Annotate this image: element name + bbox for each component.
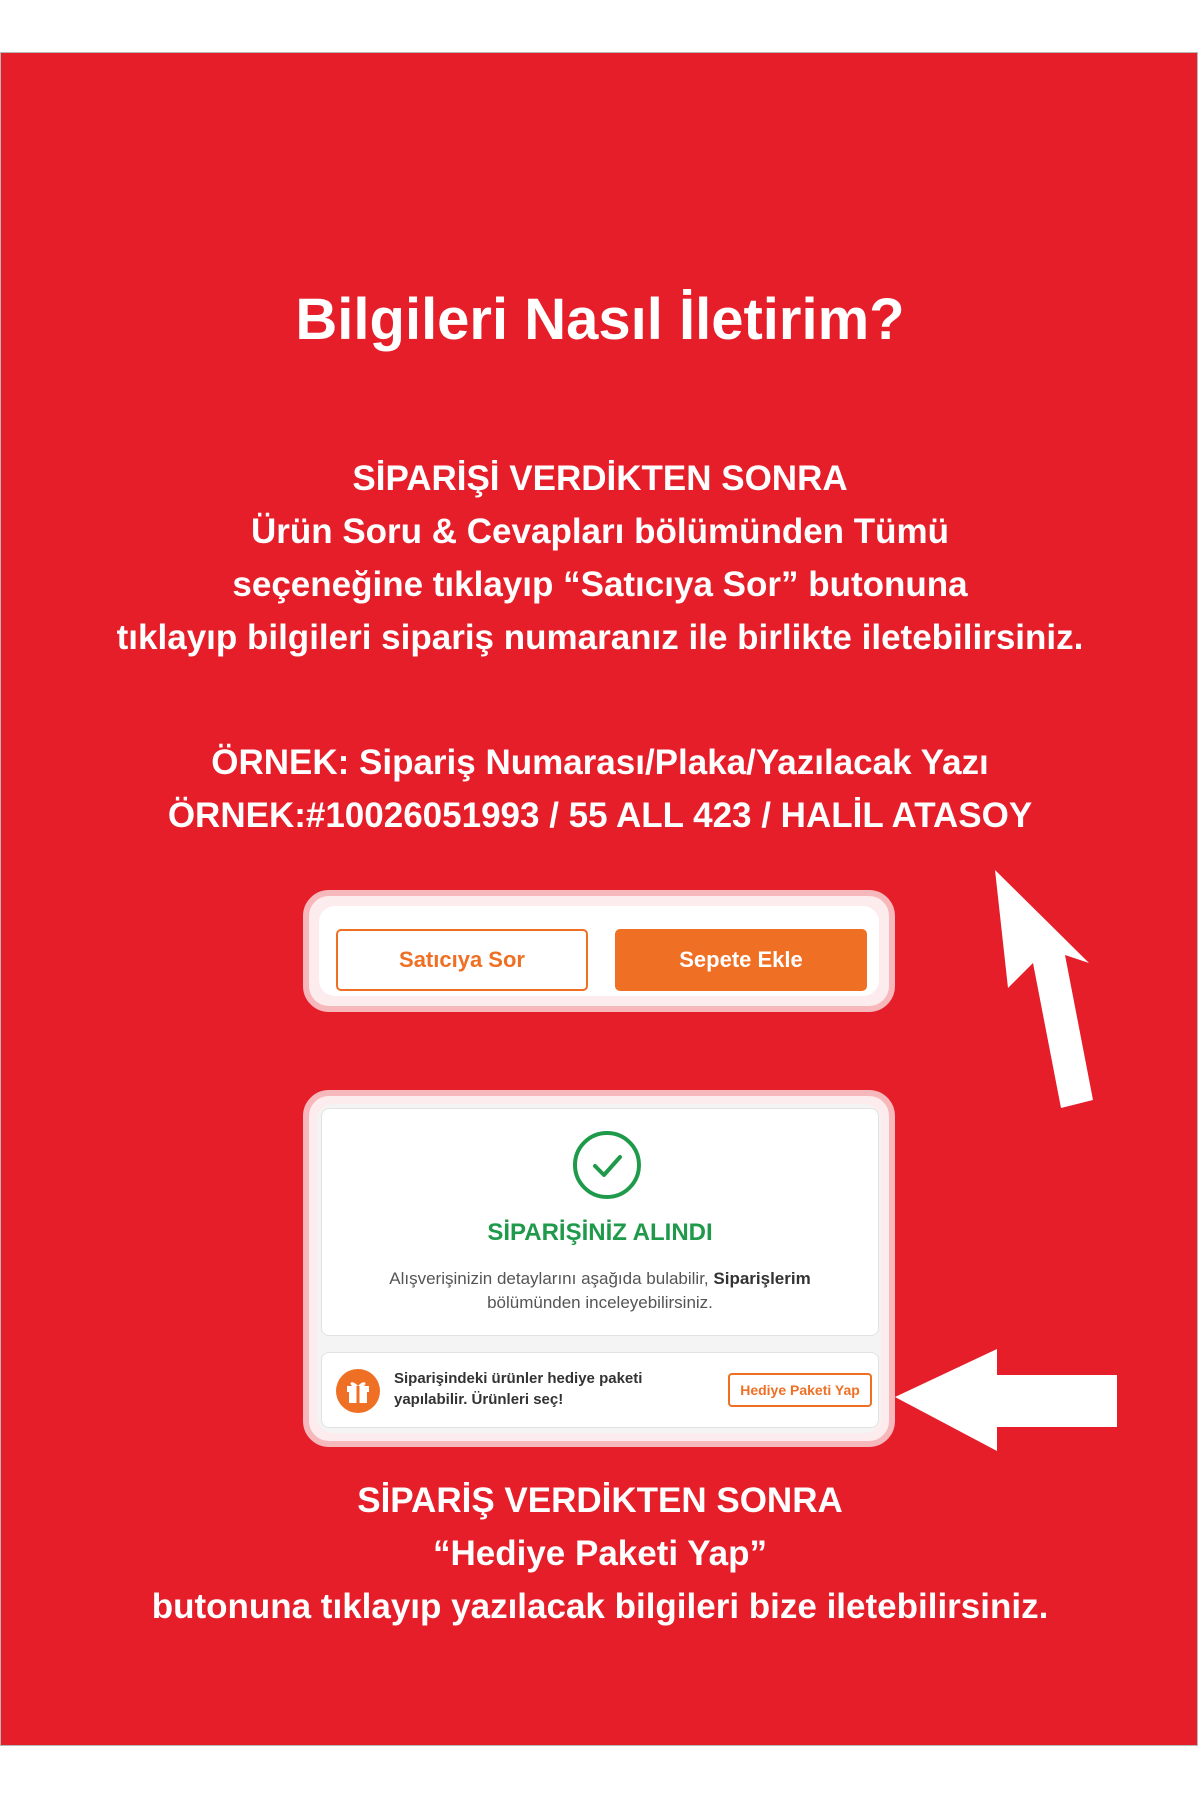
- order-success-desc-text: Alışverişinizin detaylarını aşağıda bulabilir,: [389, 1269, 714, 1288]
- gift-wrap-text-line: yapılabilir. Ürünleri seç!: [394, 1391, 564, 1408]
- ask-seller-button[interactable]: Satıcıya Sor: [336, 929, 588, 991]
- product-actions-card: [303, 890, 895, 1012]
- order-confirmation-panel: [317, 1104, 881, 1433]
- example-value-line: ÖRNEK:#10026051993 / 55 ALL 423 / HALİL ATASOY: [167, 796, 1033, 835]
- footer-instruction-line: SİPARİŞ VERDİKTEN SONRA: [357, 1481, 843, 1520]
- arrow-up-icon: [985, 860, 1095, 1110]
- footer-instructions-block: [0, 1474, 1200, 1633]
- order-success-title: SİPARİŞİNİZ ALINDI: [487, 1219, 713, 1246]
- footer-instruction-line: butonuna tıklayıp yazılacak bilgileri bize iletebilirsiniz.: [151, 1587, 1049, 1626]
- gift-icon: [336, 1369, 380, 1413]
- order-success-description: [322, 1267, 878, 1315]
- instructions-block: [0, 452, 1200, 664]
- instruction-line: seçeneğine tıklayıp “Satıcıya Sor” butonuna: [232, 565, 968, 604]
- check-circle-icon: [571, 1129, 643, 1201]
- order-success-panel: [321, 1108, 879, 1336]
- instruction-line: SİPARİŞİ VERDİKTEN SONRA: [352, 459, 848, 498]
- add-to-cart-button[interactable]: Sepete Ekle: [615, 929, 867, 991]
- my-orders-link[interactable]: Siparişlerim: [713, 1269, 811, 1288]
- page-title: Bilgileri Nasıl İletirim?: [295, 287, 905, 352]
- example-format-line: ÖRNEK: Sipariş Numarası/Plaka/Yazılacak Yazı: [211, 743, 989, 782]
- instruction-line: Ürün Soru & Cevapları bölümünden Tümü: [250, 512, 950, 551]
- product-actions-panel: [319, 906, 879, 996]
- order-success-desc-text: bölümünden inceleyebilirsiniz.: [487, 1293, 713, 1312]
- gift-wrap-button[interactable]: Hediye Paketi Yap: [728, 1373, 872, 1407]
- gift-wrap-text: [394, 1368, 664, 1410]
- instruction-line: tıklayıp bilgileri sipariş numaranız ile birlikte iletebilirsiniz.: [116, 618, 1084, 657]
- order-confirmation-card: [303, 1090, 895, 1447]
- gift-wrap-text-line: Siparişindeki ürünler hediye paketi: [394, 1370, 643, 1387]
- gift-wrap-panel: [321, 1352, 879, 1428]
- footer-instruction-line: “Hediye Paketi Yap”: [433, 1534, 767, 1573]
- examples-block: [0, 736, 1200, 842]
- arrow-left-icon: [893, 1345, 1120, 1455]
